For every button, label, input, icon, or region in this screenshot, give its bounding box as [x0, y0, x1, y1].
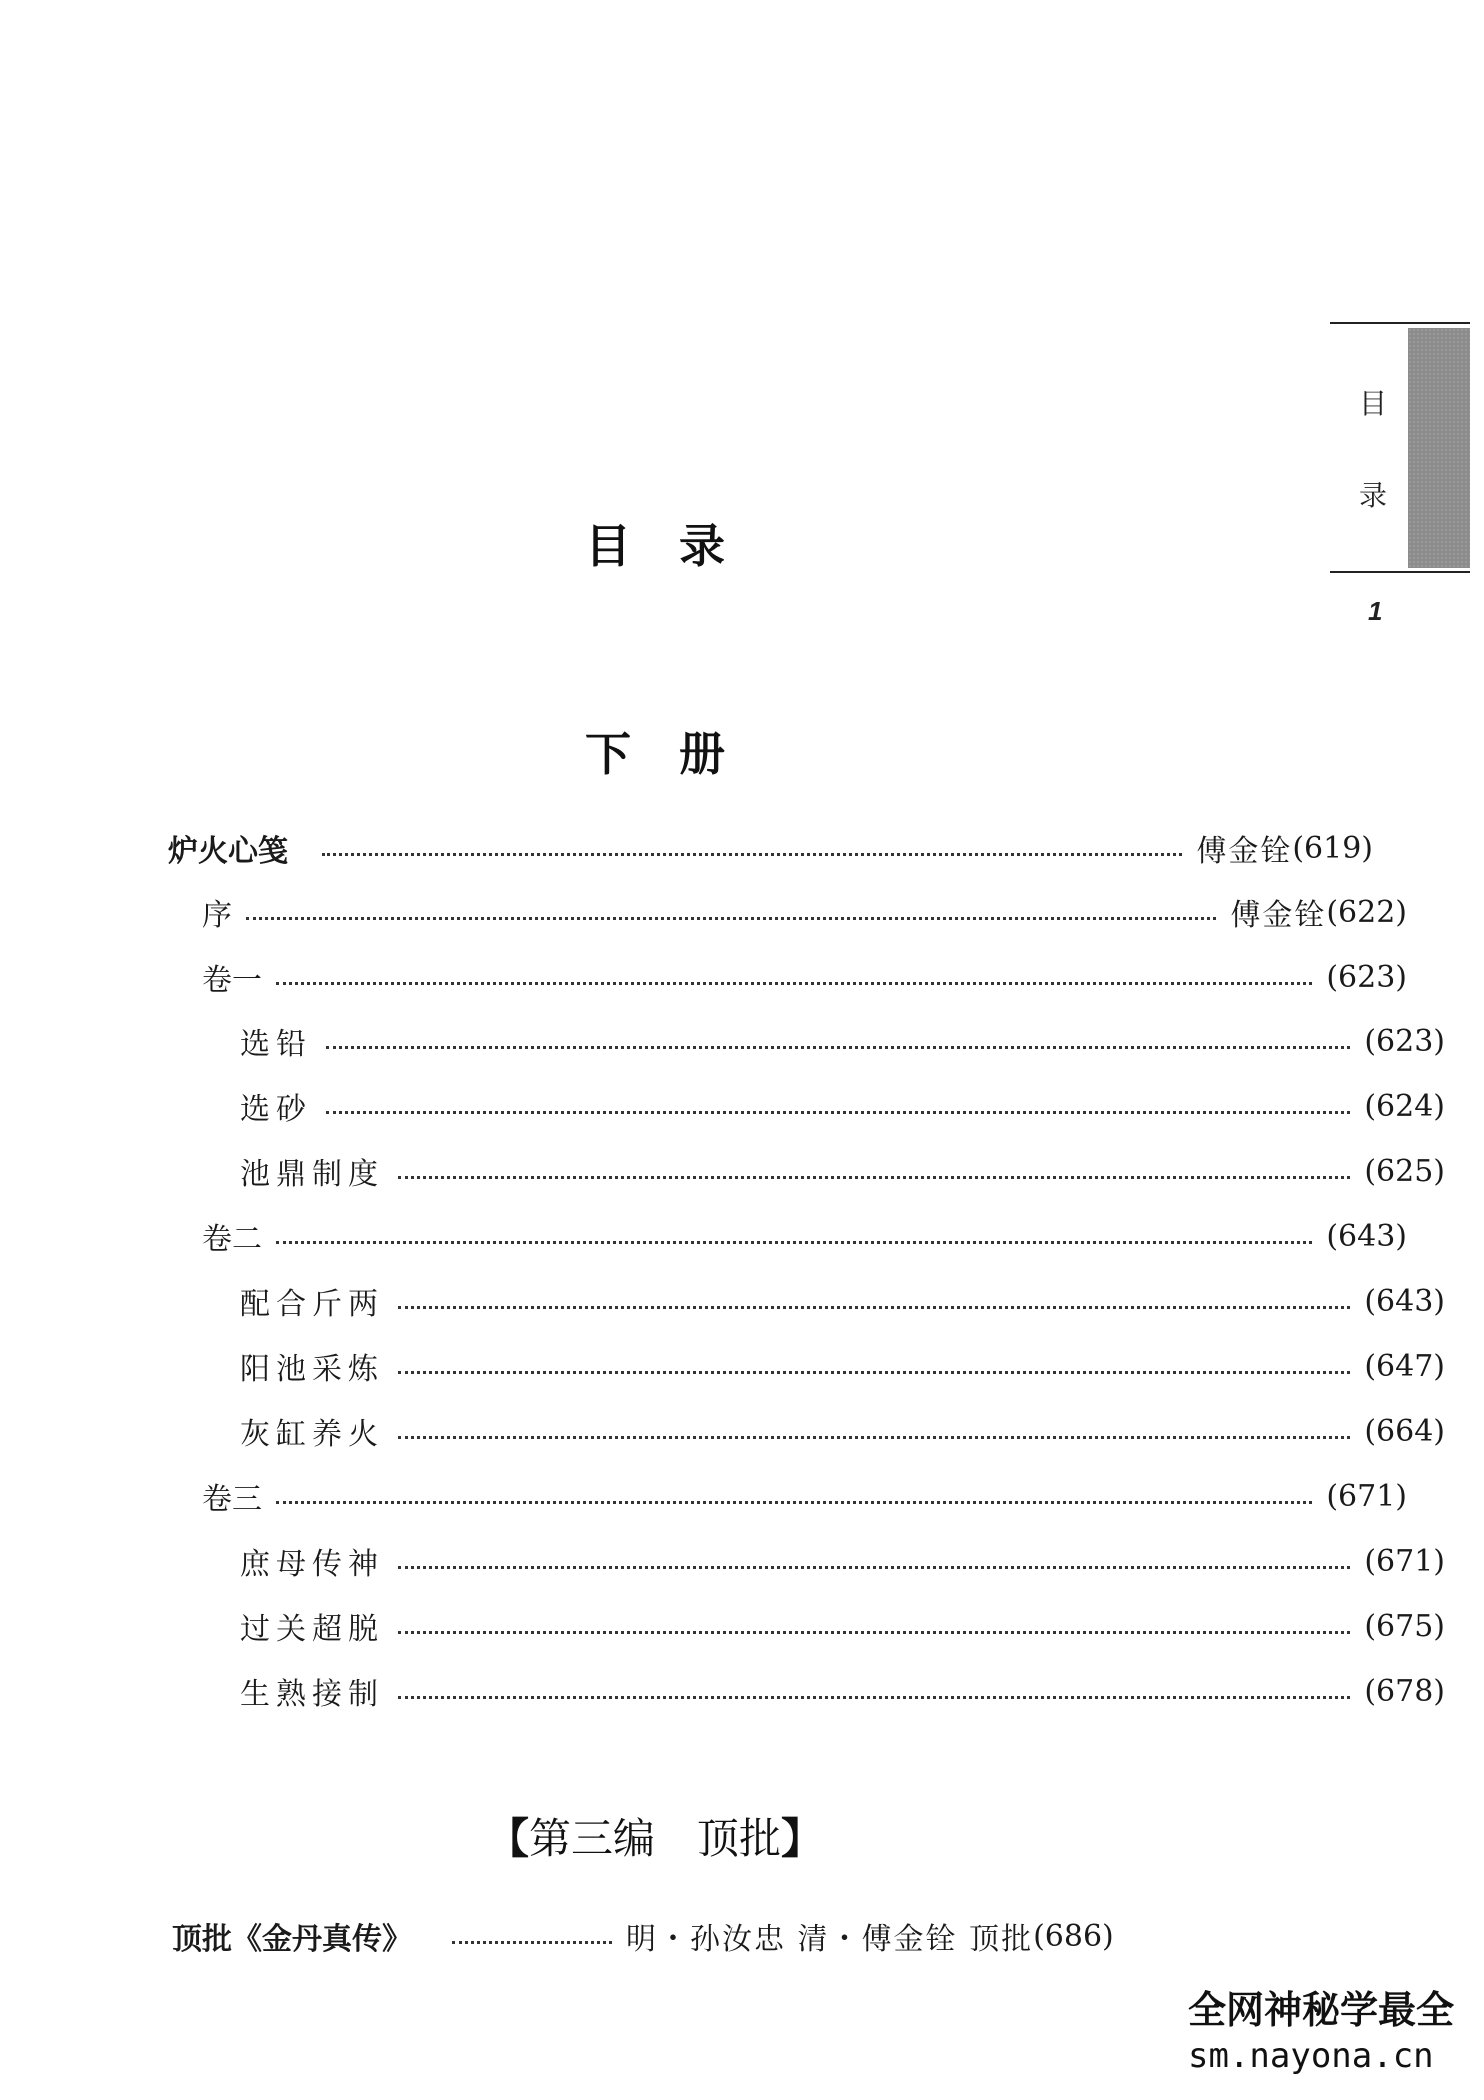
section-bracket-close: 】 [781, 1814, 824, 1863]
toc-entry[interactable] [0, 1149, 1445, 1193]
toc-entry[interactable] [0, 1474, 1407, 1518]
side-tab-top-rule [1330, 322, 1470, 324]
dot-leader [326, 1046, 1350, 1049]
section-part: 第三编 [528, 1814, 655, 1863]
toc-entry-page: (624) [1364, 1088, 1445, 1124]
toc-entry-page: (622) [1326, 894, 1407, 930]
toc-entry-page: (686) [1033, 1918, 1114, 1954]
toc-entry-title: 选砂 [240, 1092, 312, 1127]
dot-leader [398, 1436, 1350, 1439]
dot-leader [276, 1241, 1312, 1244]
toc-entry-page: (647) [1364, 1348, 1445, 1384]
toc-entry-title: 选铅 [240, 1027, 312, 1062]
toc-entry[interactable] [0, 1914, 1377, 1958]
section-heading [0, 1806, 1310, 1866]
toc-entry-title: 炉火心笺 [168, 834, 288, 869]
side-tab-shaded-block [1408, 328, 1470, 568]
toc-entry-title: 灰缸养火 [240, 1417, 384, 1452]
toc-entry-title: 过关超脱 [240, 1612, 384, 1647]
watermark [1188, 1986, 1454, 2078]
toc-entry[interactable] [0, 955, 1407, 999]
side-tab-char-2: 录 [1358, 479, 1387, 512]
watermark-line-1: 全网神秘学最全 [1188, 1988, 1455, 2032]
side-tab-bottom-rule [1330, 571, 1470, 573]
toc-entry[interactable] [0, 1019, 1445, 1063]
dot-leader [398, 1306, 1350, 1309]
toc-entry-author: 傅金铨 [1196, 834, 1293, 869]
page-number: 1 [1368, 596, 1383, 626]
toc-entry-title: 池鼎制度 [240, 1157, 384, 1192]
toc-entry[interactable] [0, 1084, 1445, 1128]
toc-entry[interactable] [0, 1604, 1445, 1648]
toc-entry-page: (671) [1326, 1478, 1407, 1514]
toc-entry[interactable] [0, 1279, 1445, 1323]
toc-entry[interactable] [0, 1409, 1445, 1453]
toc-entry-title: 卷一 [202, 963, 262, 998]
toc-entry-page: (625) [1364, 1153, 1445, 1189]
toc-entry-page: (623) [1364, 1023, 1445, 1059]
toc-entry-title: 卷三 [202, 1482, 262, 1517]
toc-entry[interactable] [0, 826, 1373, 870]
toc-entry-page: (643) [1364, 1283, 1445, 1319]
toc-entry-author: 傅金铨 [1230, 898, 1327, 933]
watermark-line-2: sm.nayona.cn [1188, 2036, 1434, 2076]
toc-entry-page: (678) [1364, 1673, 1445, 1709]
dot-leader [326, 1111, 1350, 1114]
toc-entry-page: (671) [1364, 1543, 1445, 1579]
toc-entry[interactable] [0, 890, 1407, 934]
dot-leader [398, 1371, 1350, 1374]
toc-entry-title: 序 [202, 898, 232, 933]
volume-heading: 下册 [585, 727, 773, 781]
side-tab-char-1: 目 [1358, 387, 1387, 420]
toc-entry-title: 顶批《金丹真传》 [172, 1922, 412, 1957]
toc-entry-author: 明・孙汝忠 清・傅金铨 顶批 [626, 1922, 1034, 1957]
toc-entry[interactable] [0, 1539, 1445, 1583]
dot-leader [398, 1631, 1350, 1634]
dot-leader [322, 853, 1182, 856]
toc-entry[interactable] [0, 1214, 1407, 1258]
section-name: 顶批 [697, 1814, 782, 1863]
toc-entry[interactable] [0, 1669, 1445, 1713]
dot-leader [398, 1176, 1350, 1179]
toc-entry-title: 庶母传神 [240, 1547, 384, 1582]
dot-leader [276, 982, 1312, 985]
dot-leader [246, 917, 1216, 920]
toc-entry-title: 生熟接制 [240, 1677, 384, 1712]
dot-leader [398, 1566, 1350, 1569]
dot-leader [398, 1696, 1350, 1699]
toc-entry-title: 配合斤两 [240, 1287, 384, 1322]
contents-heading: 目录 [585, 519, 773, 573]
toc-entry-title: 卷二 [202, 1222, 262, 1257]
section-bracket-open: 【 [486, 1814, 529, 1863]
dot-leader [276, 1501, 1312, 1504]
toc-entry-page: (675) [1364, 1608, 1445, 1644]
dot-leader [452, 1941, 612, 1944]
toc-entry-page: (643) [1326, 1218, 1407, 1254]
toc-entry[interactable] [0, 1344, 1445, 1388]
toc-entry-page: (664) [1364, 1413, 1445, 1449]
toc-entry-page: (619) [1292, 830, 1373, 866]
toc-entry-page: (623) [1326, 959, 1407, 995]
toc-entry-title: 阳池采炼 [240, 1352, 384, 1387]
